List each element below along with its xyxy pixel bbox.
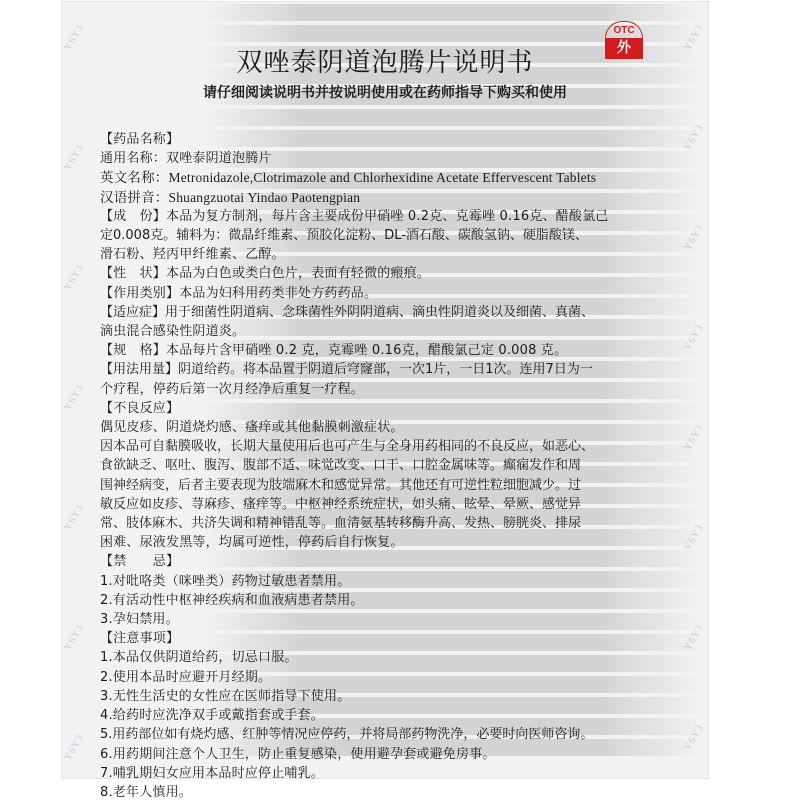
section-heading-drug-name: 【药品名称】: [100, 132, 180, 147]
composition-line: 滑石粉、羟丙甲纤维素、乙醇。: [100, 247, 285, 263]
section-heading-precautions: 【注意事项】: [100, 631, 180, 647]
document-title: 双唑泰阴道泡腾片说明书: [236, 48, 534, 78]
adverse-reaction-line: 食欲缺乏、呕吐、腹泻、腹部不适、味觉改变、口干、口腔金属味等。癫痫发作和周: [100, 458, 582, 474]
appearance-line: 【性 状】本品为白色或类白色片，表面有轻微的瘢痕。: [100, 266, 431, 282]
section-heading-contraindications: 【禁 忌】: [100, 554, 180, 570]
contraindication-item: 2.有活动性中枢神经疾病和血液病患者禁用。: [100, 592, 364, 608]
adverse-reaction-line: 偶见皮疹、阴道烧灼感、瘙痒或其他黏膜刺激症状。: [100, 420, 404, 436]
composition-line: 定0.008克。辅料为：微晶纤维素、预胶化淀粉、DL-酒石酸、碳酸氢钠、硬脂酸镁、: [100, 228, 588, 244]
indication-line: 【适应症】用于细菌性阴道病、念珠菌性外阴阴道病、滴虫性阴道炎以及细菌、真菌、: [100, 304, 595, 320]
watermark-text: Y6Y3: [682, 622, 707, 653]
leaflet-sheet: [62, 2, 708, 800]
pinyin-line: 汉语拼音：Shuangzuotai Yindao Paotengpian: [100, 189, 361, 205]
dosage-line: 个疗程，停药后第一次月经净后重复一疗程。: [100, 381, 365, 397]
indication-line: 滴虫混合感染性阴道炎。: [100, 324, 246, 340]
precaution-item: 5.用药部位如有烧灼感、红肿等情况应停药，并将局部药物洗净，必要时向医师咨询。: [100, 727, 594, 743]
adverse-reaction-line: 困难、尿液发黑等，均属可逆性，停药后自行恢复。: [100, 535, 404, 551]
otc-badge-category: 外: [605, 38, 643, 59]
contraindication-item: 3.孕妇禁用。: [100, 612, 179, 628]
watermark-text: Y6Y3: [682, 122, 707, 153]
watermark-text: Y6Y3: [682, 522, 707, 553]
watermark-text: Y6Y3: [62, 262, 87, 293]
watermark-text: Y6Y3: [62, 22, 87, 53]
document-subtitle: 请仔细阅读说明书并按说明使用或在药师指导下购买和使用: [203, 85, 567, 101]
category-line: 【作用类别】本品为妇科用药类非处方药药品。: [100, 285, 378, 301]
precaution-item: 3.无性生活史的女性应在医师指导下使用。: [100, 688, 351, 704]
precaution-item: 2.使用本品时应避开月经期。: [100, 669, 272, 685]
dosage-line: 【用法用量】阴道给药。将本品置于阴道后穹窿部，一次1片，一日1次。连用7日为一: [100, 362, 593, 378]
adverse-reaction-line: 围神经病变，后者主要表现为肢端麻木和感觉异常。其他还有可逆性粒细胞减少。过: [100, 477, 582, 493]
leaflet-body: [100, 130, 696, 802]
adverse-reaction-line: 因本品可自黏膜吸收，长期大量使用后也可产生与全身用药相同的不良反应，如恶心、: [100, 439, 595, 455]
precaution-item: 4.给药时应洗净双手或戴指套或手套。: [100, 708, 325, 724]
watermark-text: Y6Y3: [62, 142, 87, 173]
precaution-item: 6.用药期间注意个人卫生，防止重复感染，使用避孕套或避免房事。: [100, 746, 496, 762]
generic-name-line: 通用名称：双唑泰阴道泡腾片: [100, 151, 272, 167]
precaution-item: 8.老年人慎用。: [100, 784, 193, 800]
adverse-reaction-line: 敏反应如皮疹、荨麻疹、瘙痒等。中枢神经系统症状，如头痛、眩晕、晕厥、感觉异: [100, 496, 582, 512]
watermark-text: Y6Y3: [62, 502, 87, 533]
precaution-item: 1.本品仅供阴道给药，切忌口服。: [100, 650, 298, 666]
watermark-text: Y6Y3: [62, 732, 87, 763]
watermark-text: Y6Y3: [62, 622, 87, 653]
watermark-text: Y6Y3: [682, 322, 707, 353]
english-name-line: 英文名称：Metronidazole,Clotrimazole and Chlorhexidine Acetate Effervescent Tablets: [100, 170, 597, 186]
watermark-text: Y6Y3: [682, 222, 707, 253]
section-heading-adverse-reactions: 【不良反应】: [100, 400, 180, 416]
composition-line: 【成 份】本品为复方制剂，每片含主要成份甲硝唑 0.2克、克霉唑 0.16克、醋酸氯己: [100, 208, 609, 224]
contraindication-item: 1.对吡咯类（咪唑类）药物过敏患者禁用。: [100, 573, 351, 589]
watermark-text: Y6Y3: [682, 22, 707, 53]
specification-line: 【规 格】本品每片含甲硝唑 0.2 克，克霉唑 0.16克，醋酸氯己定 0.008 克。: [100, 343, 568, 359]
otc-badge-label: OTC: [605, 21, 643, 38]
precaution-item: 7.哺乳期妇女应用本品时应停止哺乳。: [100, 765, 325, 781]
watermark-text: Y6Y3: [682, 722, 707, 753]
watermark-text: Y6Y3: [62, 382, 87, 413]
watermark-text: Y6Y3: [682, 422, 707, 453]
adverse-reaction-line: 常、肢体麻木、共济失调和精神错乱等。血清氨基转移酶升高、发热、膀胱炎、排尿: [100, 516, 582, 532]
